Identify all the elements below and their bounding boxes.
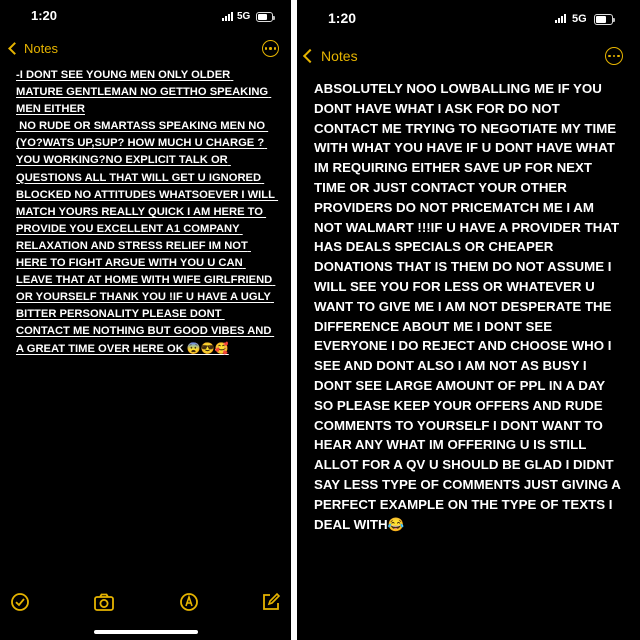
back-label: Notes xyxy=(24,40,58,56)
status-bar xyxy=(0,0,291,36)
camera-icon[interactable] xyxy=(92,590,116,614)
more-options-button[interactable] xyxy=(605,47,623,65)
home-indicator xyxy=(94,630,198,634)
right-screenshot xyxy=(297,0,640,640)
back-button[interactable] xyxy=(10,41,58,56)
battery-icon xyxy=(594,14,613,25)
compose-icon[interactable] xyxy=(259,590,283,614)
battery-icon xyxy=(256,12,273,22)
back-label: Notes xyxy=(321,48,358,64)
left-screenshot xyxy=(0,0,291,640)
chevron-left-icon xyxy=(303,49,317,63)
status-bar xyxy=(297,0,640,36)
nav-bar xyxy=(297,45,640,67)
status-time: 1:20 xyxy=(31,8,58,23)
nav-bar xyxy=(0,38,291,58)
markup-pen-icon[interactable] xyxy=(177,590,201,614)
signal-icon xyxy=(555,14,566,23)
checklist-icon[interactable] xyxy=(8,590,32,614)
note-body[interactable]: ABSOLUTELY NOO LOWBALLING ME IF YOU DONT HAVE WHAT I ASK FOR DO NOT CONTACT ME TRYING TO NEGOTIATE MY TIME WITH WHAT YOU HAVE IF U DONT HAVE WHAT IM REQUIRING EITHER SAVE UP FOR NEXT TIME OR JUST CONTACT YOUR OTHER PROVIDERS DO NOT PRICEMATCH ME I AM NOT WALMART !!!IF U HAVE A PROVIDER THAT HAS DEALS SPECIALS OR CHEAPER DONATIONS THAT IS THEM DO NOT ASSUME I WILL SEE YOU FOR LESS OR WHATEVER U WANT TO GIVE ME I AM NOT DESPERATE THE DIFFERENCE ABOUT ME I DONT SEE EVERYONE I DO REJECT AND CHOOSE WHO I SEE AND DONT ALSO I AM NOT AS BUSY I DONT SEE LARGE AMOUNT OF PPL IN A DAY SO PLEASE KEEP YOUR OFFERS AND RUDE COMMENTS TO YOURSELF I DONT WANT TO HEAR ANY WHAT IM OFFERING U IS STILL ALLOT FOR A QV U SHOULD BE GLAD I DIDNT SAY LESS TYPE OF COMMENTS JUST GIVING A PERFECT EXAMPLE ON THE TYPE OF TEXTS I DEAL WITH😂 xyxy=(314,81,625,532)
chevron-left-icon xyxy=(8,42,21,55)
status-time: 1:20 xyxy=(328,10,357,26)
more-options-button[interactable] xyxy=(262,40,279,57)
back-button[interactable] xyxy=(305,48,358,64)
network-label: 5G xyxy=(572,13,587,25)
bottom-toolbar xyxy=(0,590,291,616)
signal-icon xyxy=(222,12,233,21)
note-body[interactable]: -I DONT SEE YOUNG MEN ONLY OLDER MATURE GENTLEMAN NO GETTHO SPEAKING MEN EITHER NO RUDE OR SMARTASS SPEAKING MEN NO (YO?WATS UP,SUP? HOW MUCH U CHARGE ? YOU WORKING?NO EXPLICIT TALK OR QUESTIONS ALL THAT WILL GET U IGNORED BLOCKED NO ATTITUDES WHATSOEVER I WILL MATCH YOURS REALLY QUICK I AM HERE TO PROVIDE YOU EXCELLENT A1 COMPANY RELAXATION AND STRESS RELIEF IM NOT HERE TO FIGHT ARGUE WITH YOU U CAN LEAVE THAT AT HOME WITH WIFE GIRLFRIEND OR YOURSELF THANK YOU !IF U HAVE A UGLY BITTER PERSONALITY PLEASE DONT CONTACT ME NOTHING BUT GOOD VIBES AND A GREAT TIME OVER HERE OK 😨😎🥰 xyxy=(16,69,275,355)
network-label: 5G xyxy=(237,11,251,22)
